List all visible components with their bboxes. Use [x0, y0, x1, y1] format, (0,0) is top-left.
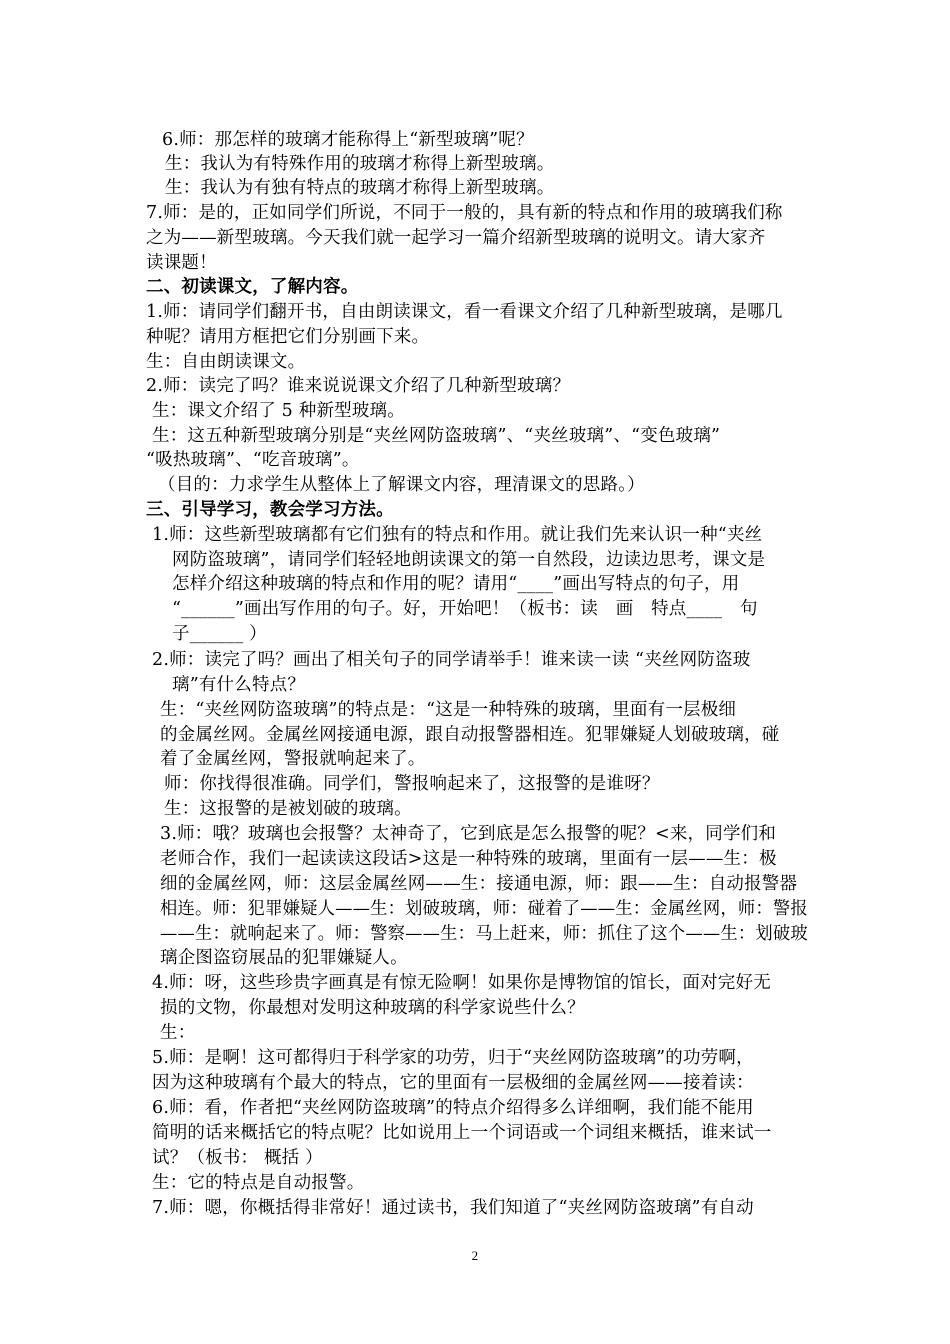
text-line: “______”画出写作用的句子。好，开始吧！（板书：读 画 特点____ 句	[172, 599, 758, 619]
text-line: 7.师：嗯，你概括得非常好！通过读书，我们知道了“夹丝网防盗玻璃”有自动	[152, 1198, 754, 1218]
text-line: 试？（板书： 概括 ）	[152, 1148, 323, 1168]
text-line: 子______ ）	[172, 624, 267, 644]
text-line: ——生：就响起来了。师：警察——生：马上赶来，师：抓住了这个——生：划破玻	[160, 924, 808, 944]
text-line: 2.师：读完了吗？画出了相关句子的同学请举手！谁来读一读 “夹丝网防盗玻	[152, 650, 751, 670]
text-line: 璃企图盗窃展品的犯罪嫌疑人。	[160, 948, 408, 968]
text-line: 6.师：看，作者把“夹丝网防盗玻璃”的特点介绍得多么详细啊，我们能不能用	[152, 1098, 754, 1118]
text-line: 老师合作，我们一起读读这段话>这是一种特殊的玻璃，里面有一层——生：极	[160, 849, 777, 869]
text-line: 生：课文介绍了 5 种新型玻璃。	[152, 401, 405, 421]
text-line: 损的文物，你最想对发明这种玻璃的科学家说些什么？	[160, 998, 585, 1018]
text-line: 生：我认为有特殊作用的玻璃才称得上新型玻璃。	[165, 154, 555, 174]
text-line: 相连。师：犯罪嫌疑人——生：划破玻璃，师：碰着了——生：金属丝网，师：警报	[160, 899, 808, 919]
section-heading: 二、初读课文，了解内容。	[146, 277, 359, 297]
text-line: 生：	[160, 1023, 196, 1043]
text-line: 7.师：是的，正如同学们所说，不同于一般的，具有新的特点和作用的玻璃我们称	[146, 203, 783, 223]
text-line: 生：这报警的是被划破的玻璃。	[164, 799, 412, 819]
text-line: 6.师：那怎样的玻璃才能称得上“新型玻璃”呢？	[162, 130, 534, 150]
text-line: 简明的话来概括它的特点呢？比如说用上一个词语或一个词组来概括，谁来试一	[152, 1123, 772, 1143]
text-line: 生：自由朗读课文。	[146, 352, 306, 372]
text-line: 5.师：是啊！这可都得归于科学家的功劳，归于“夹丝网防盗玻璃”的功劳啊，	[152, 1048, 754, 1068]
section-heading: 三、引导学习，教会学习方法。	[146, 500, 394, 520]
text-line: “吸热玻璃”、“吃音玻璃”。	[146, 450, 360, 470]
text-line: 生：“夹丝网防盗玻璃”的特点是：“这是一种特殊的玻璃，里面有一层极细	[160, 700, 737, 720]
text-line: 生：它的特点是自动报警。	[152, 1173, 365, 1193]
text-line: 的金属丝网。金属丝网接通电源，跟自动报警器相连。犯罪嫌疑人划破玻璃，碰	[160, 725, 780, 745]
text-line: 之为——新型玻璃。今天我们就一起学习一篇介绍新型玻璃的说明文。请大家齐	[146, 228, 766, 248]
text-line: （目的：力求学生从整体上了解课文内容，理清课文的思路。）	[158, 475, 645, 495]
text-line: 网防盗玻璃”，请同学们轻轻地朗读课文的第一自然段，边读边思考，课文是	[172, 550, 766, 570]
text-line: 1.师：这些新型玻璃都有它们独有的特点和作用。就让我们先来认识一种“夹丝	[152, 525, 763, 545]
text-line: 生：这五种新型玻璃分别是“夹丝网防盗玻璃”、“夹丝玻璃”、“变色玻璃”	[152, 426, 721, 446]
text-line: 璃”有什么特点？	[172, 675, 306, 695]
page-number: 2	[471, 1248, 479, 1263]
text-line: 2.师：读完了吗？谁来说说课文介绍了几种新型玻璃？	[146, 376, 571, 396]
text-line: 师：你找得很准确。同学们，警报响起来了，这报警的是谁呀？	[164, 774, 660, 794]
text-line: 因为这种玻璃有个最大的特点，它的里面有一层极细的金属丝网——接着读：	[152, 1073, 754, 1093]
text-line: 4.师：呀，这些珍贵字画真是有惊无险啊！如果你是博物馆的馆长，面对完好无	[152, 973, 771, 993]
text-line: 怎样介绍这种玻璃的特点和作用的呢？请用“____”画出写特点的句子，用	[172, 574, 740, 594]
text-line: 生：我认为有独有特点的玻璃才称得上新型玻璃。	[165, 178, 555, 198]
text-line: 种呢？请用方框把它们分别画下来。	[146, 327, 430, 347]
text-line: 读课题！	[146, 253, 217, 273]
text-line: 着了金属丝网，警报就响起来了。	[160, 749, 426, 769]
text-line: 细的金属丝网，师：这层金属丝网——生：接通电源，师：跟——生：自动报警器	[160, 874, 798, 894]
text-line: 3.师：哦？玻璃也会报警？太神奇了，它到底是怎么报警的呢？<来，同学们和	[160, 824, 777, 844]
text-line: 1.师：请同学们翻开书，自由朗读课文，看一看课文介绍了几种新型玻璃，是哪几	[146, 302, 783, 322]
